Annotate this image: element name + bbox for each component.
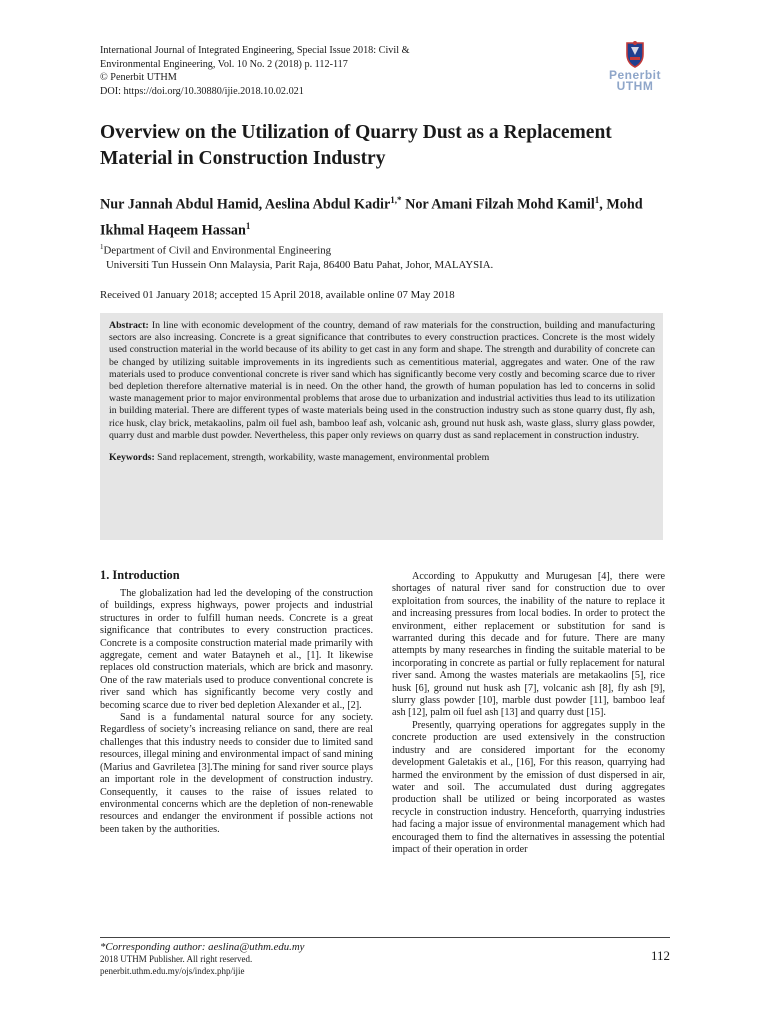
journal-info xyxy=(100,44,500,98)
author-2-sup: 1 xyxy=(594,195,600,205)
paper-title: Overview on the Utilization of Quarry Dust as a Replacement Material in Construction Industry xyxy=(100,122,612,169)
affiliation-dept: Department of Civil and Environmental Engineering xyxy=(103,244,332,257)
journal-url[interactable]: penerbit.uthm.edu.my/ojs/index.php/ijie xyxy=(100,965,245,976)
author-1-sup: 1,* xyxy=(390,195,402,205)
affiliation-sup: 1 xyxy=(100,243,104,251)
journal-line-1: International Journal of Integrated Engineering, Special Issue 2018: Civil & xyxy=(100,45,410,56)
column-left xyxy=(100,567,373,836)
keywords-label: Keywords: xyxy=(109,452,155,464)
keywords-text: Sand replacement, strength, workability, waste management, environmental problem xyxy=(154,452,490,464)
author-1: Nur Jannah Abdul Hamid, Aeslina Abdul Kadir xyxy=(100,196,391,213)
affiliation xyxy=(100,240,670,272)
received-dates: Received 01 January 2018; accepted 15 April 2018, available online 07 May 2018 xyxy=(100,289,455,301)
author-list xyxy=(100,190,680,241)
abstract-text: In line with economic development of the country, demand of raw materials for the construction, building and manufacturing sectors are also increasing. Concrete is a great significance that contributes to every construction practices. Concrete is the most widely used construction material in the world because of its ability to get cast in any form and shape. The strength and durability of concrete can be changed by utilizing suitable improvements in its ingredients such as cementitious material, aggregates and water. One of the raw materials used to produce conventional concrete is river sand which has significantly become very costly and becoming scarce due to river bed depletion therefore alternative material is in need. On the other hand, the growth of human population has led to concerns in solid waste management prior to major environmental problems that arose due to urbanization and industrial activities thus lead to its utilization in building material. There are different types of waste materials being used in the construction industry such as stone quarry dust, fly ash, rice husk, clay brick, metakaolins, palm oil fuel ash, bamboo leaf ash, volcanic ash, ground nut husk ash, waste glass, slurry glass powder, quarry dust and marble dust powder. Nevertheless, this paper only reviews on quarry dust as sand replacement in construction industry. xyxy=(109,320,655,441)
author-3: , Mohd Ikhmal Haqeem Hassan xyxy=(100,196,643,239)
crest-icon xyxy=(600,40,670,70)
paragraph: Presently, quarrying operations for aggregates supply in the concrete production are used extensively in the construction industry and are considered important for the economy development Galetakis et al., [16], For this reason, quarrying had harmed the environment by the emission of dust dispersed in air, water and soil. The accumulated dust during aggregates production shall be utilized or being incorporated as wastes recycle in construction industry. Henceforth, quarrying industries had facing a major issue of environmental management which had encouraged them to find the alternatives in assessing the potential impact of their operation in order xyxy=(392,719,665,855)
paragraph: The globalization had led the developing of the construction of buildings, express highways, power projects and industrial structures in order to fulfill human needs. Concrete is a great significance that contributes to every construction practices. Concrete is a composite construction material made primarily with aggregate, cement and water Batayneh et al., [1]. It likewise replaces old construction materials, which are brick and masonry. One of the raw materials used to produce conventional concrete is river sand which has significantly become very costly and becoming scarce due to river bed depletion Alexander et al., [2]. xyxy=(100,588,373,711)
author-3-sup: 1 xyxy=(245,220,251,231)
author-2: Nor Amani Filzah Mohd Kamil xyxy=(401,196,595,213)
logo-text-bottom: UTHM xyxy=(616,79,654,93)
uthm-logo xyxy=(600,40,670,96)
journal-line-2: Environmental Engineering, Vol. 10 No. 2 (2018) p. 112-117 xyxy=(100,58,348,70)
doi-link[interactable]: DOI: https://doi.org/10.30880/ijie.2018.10.02.021 xyxy=(100,85,304,97)
affiliation-address: Universiti Tun Hussein Onn Malaysia, Parit Raja, 86400 Batu Pahat, Johor, MALAYSIA. xyxy=(106,258,494,271)
page-number: 112 xyxy=(650,948,670,963)
corresponding-author: *Corresponding author: aeslina@uthm.edu.my xyxy=(100,941,305,953)
paragraph: According to Appukutty and Murugesan [4], there were shortages of natural river sand for construction due to over exploitation from sources, the inability of the nature to replace it and increasing pressures from local bodies. In order to protect the environment, either replacement or substitution for sand is warranted during this decade and for future. There are many attempts by many researches in finding the suitable material to be incorporating in concrete as partial or fully replacement for natural river sand. Among the wastes materials are metakaolins [5], rice husk [6], ground nut husk ash [7], volcanic ash [8], fly ash [9], slurry glass powder [10], marble dust powder [11], bamboo leaf ash [12], palm oil fuel ash [13] and quarry dust [15]. xyxy=(392,571,665,719)
publisher-rights: 2018 UTHM Publisher. All right reserved. xyxy=(100,954,253,964)
abstract-label: Abstract: xyxy=(109,320,149,331)
logo-text-top: Penerbit xyxy=(608,68,661,82)
logo-text xyxy=(600,70,670,92)
abstract xyxy=(109,320,655,442)
footer-divider xyxy=(100,937,670,938)
keywords xyxy=(109,452,655,464)
abstract-box xyxy=(100,313,663,540)
footer xyxy=(100,941,550,977)
section-heading-introduction: 1. Introduction xyxy=(100,568,180,582)
paragraph: Sand is a fundamental natural source for any society. Regardless of society’s increasing reliance on sand, there are real challenges that this industry needs to consider due to limited sand resources, illegal mining and environmental impact of sand mining (Marius and Gavriletea [3].The mining for sand river source plays an important role in the development of construction industry. Consequently, it causes to the raise of issues related to environmental concerns which are the depletion of non-renewable resources and endanger the environment if possible actions not been taken by the authorities. xyxy=(100,712,374,835)
column-right xyxy=(392,571,665,856)
journal-line-3: © Penerbit UTHM xyxy=(100,72,177,83)
